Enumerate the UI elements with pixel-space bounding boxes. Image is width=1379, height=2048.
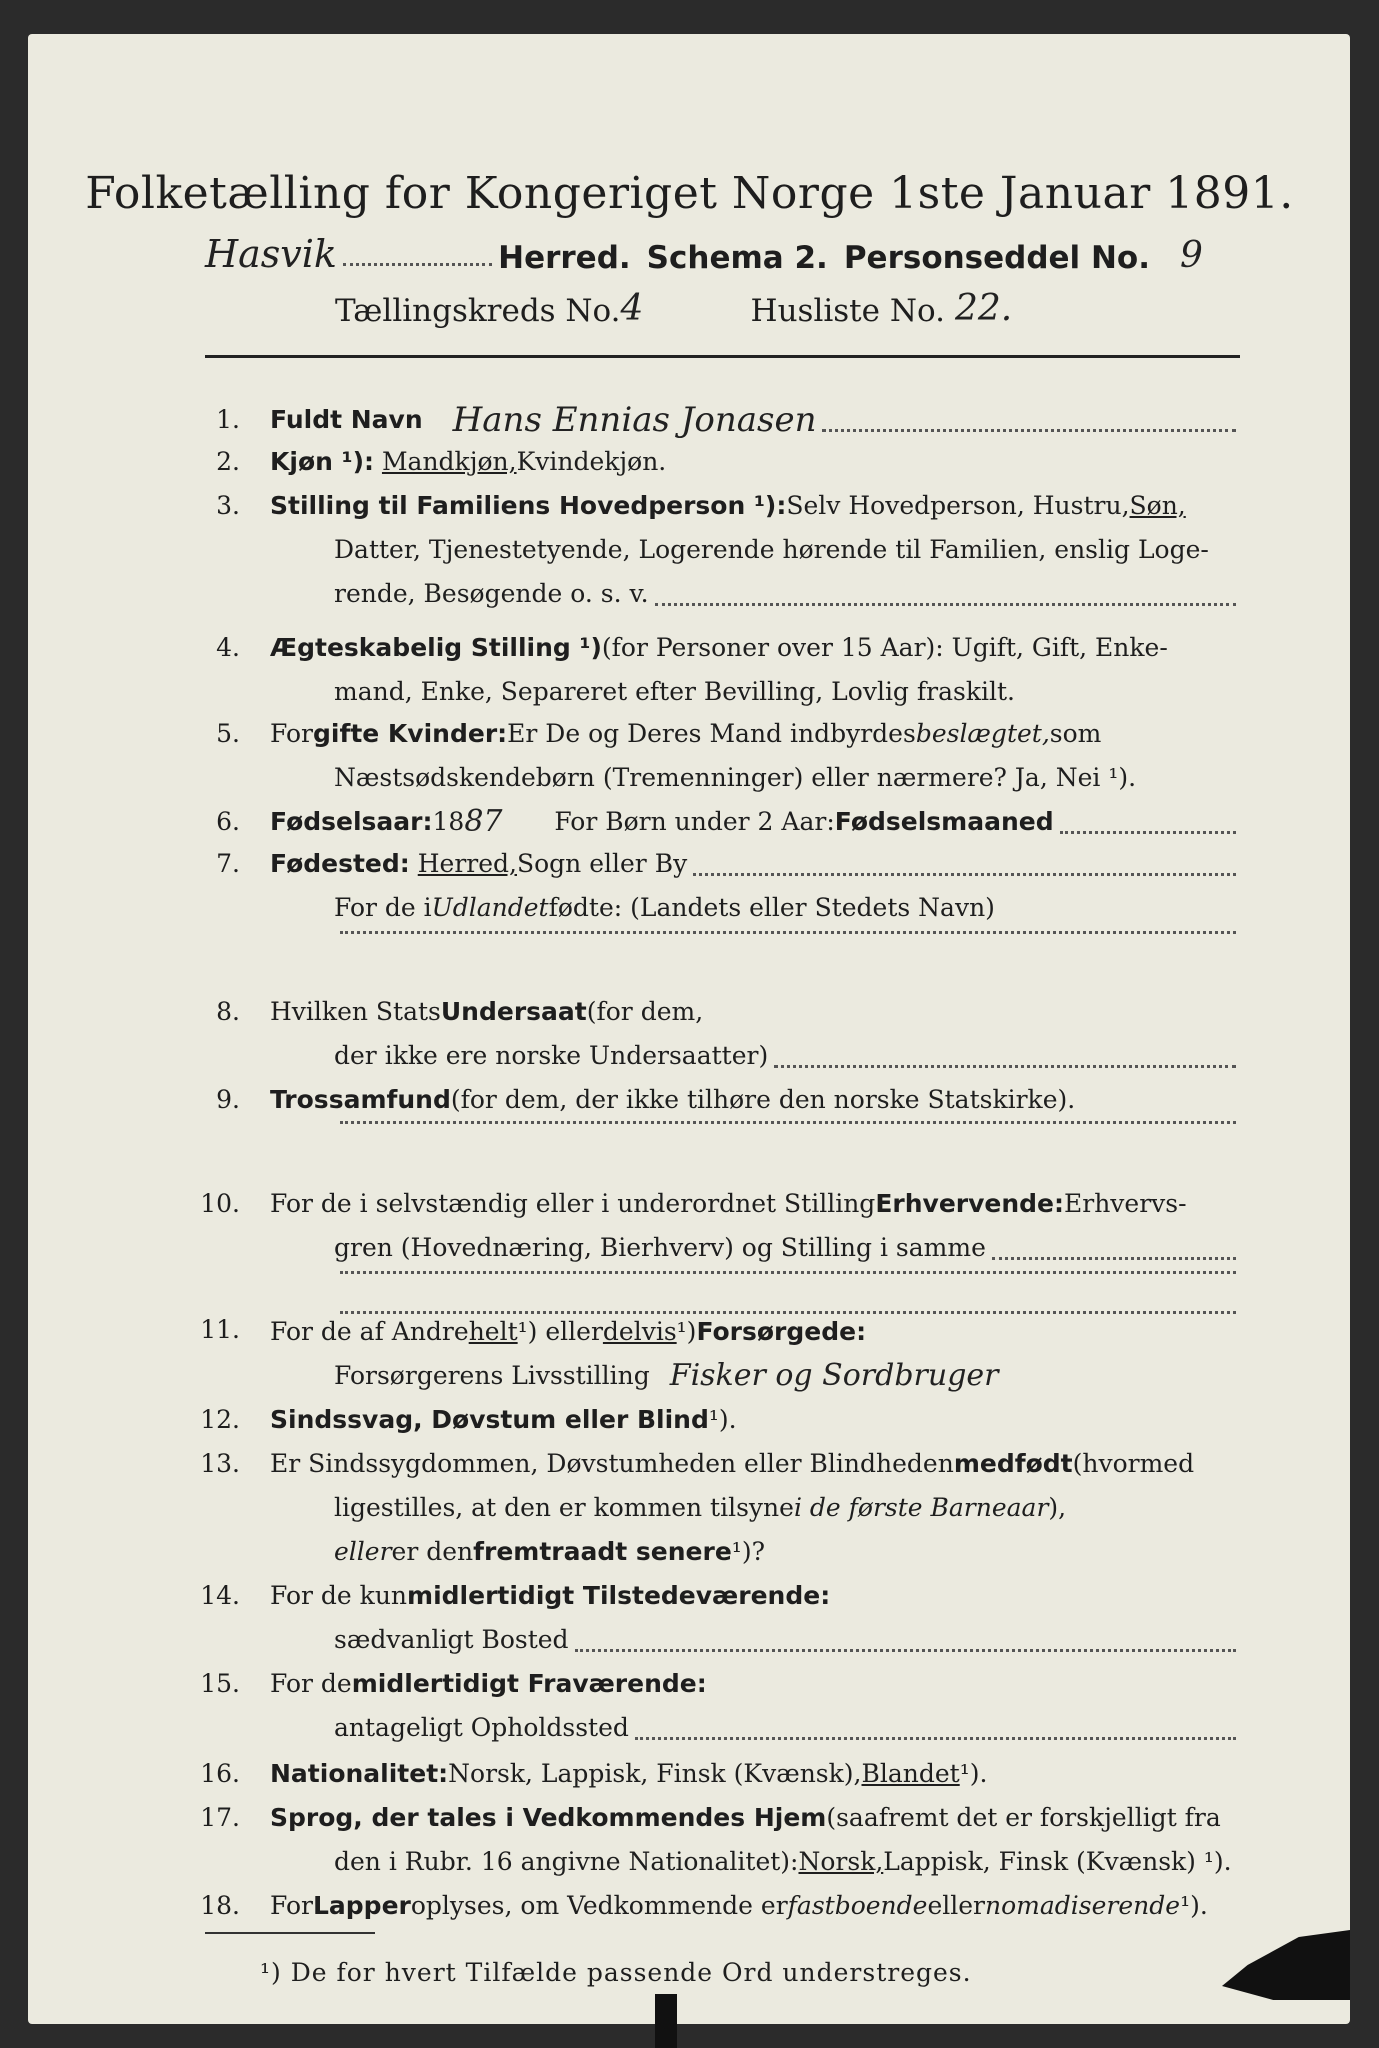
item-label: Fødselsaar: [270, 807, 433, 836]
item-number: 18. [200, 1891, 240, 1920]
item-number: 15. [200, 1669, 240, 1698]
underlined-choice: Søn, [1129, 491, 1186, 520]
header-line-1 [205, 232, 1240, 276]
handwritten-occupation: Fisker og Sordbruger [669, 1358, 999, 1393]
item-text: For [270, 1891, 313, 1920]
item-number: 11. [200, 1315, 240, 1344]
item-number: 12. [200, 1405, 240, 1434]
item-text: (for dem, der ikke tilhøre den norske Statskirke). [450, 1085, 1076, 1114]
dotted-fill [655, 602, 1236, 606]
item-text: mand, Enke, Separeret efter Bevilling, Lovlig fraskilt. [334, 677, 1015, 706]
item-label: fremtraadt senere [473, 1537, 732, 1566]
item-text: 18 [432, 807, 465, 836]
item-text: (for dem, [586, 997, 704, 1026]
item-text: ¹). [708, 1405, 737, 1434]
item-label: Ægteskabelig Stilling ¹) [270, 633, 602, 662]
item-text: eller [927, 1891, 986, 1920]
item-label: Trossamfund [270, 1085, 451, 1114]
item-label: Fuldt Navn [270, 405, 423, 434]
item-text: sædvanligt Bosted [334, 1625, 569, 1654]
dotted-fill [343, 262, 492, 266]
item-text: fødte: (Landets eller Stedets Navn) [548, 893, 995, 922]
item-text: Hvilken Stats [270, 997, 441, 1026]
personseddel-label: Personseddel No. [843, 240, 1150, 276]
item-text: For [270, 719, 313, 748]
item-number: 9. [216, 1085, 240, 1114]
dotted-fill [822, 428, 1236, 432]
item-label: Undersaat [440, 997, 587, 1026]
item-text: For de af Andre [270, 1317, 469, 1346]
header-rule [205, 355, 1240, 358]
item-text: ), [1048, 1493, 1067, 1522]
item-label: Stilling til Familiens Hovedperson ¹): [270, 491, 787, 520]
item-text: Norsk, Lappisk, Finsk (Kvænsk), [448, 1759, 862, 1788]
item-number: 8. [216, 997, 240, 1026]
item-text: Sogn eller By [516, 849, 688, 878]
item-number: 2. [216, 447, 240, 476]
item-label: Lapper [312, 1891, 411, 1920]
ink-mark [655, 1994, 677, 2048]
item-text: der ikke ere norske Undersaatter) [334, 1041, 769, 1070]
item-text: gren (Hovednæring, Bierhverv) og Stilling i samme [334, 1233, 986, 1262]
herred-label: Herred. [498, 240, 631, 276]
item-text: oplyses, om Vedkommende er [410, 1891, 788, 1920]
item-number: 4. [216, 633, 240, 662]
item-text: i de første Barneaar [793, 1493, 1049, 1522]
kreds-number: 4 [620, 288, 644, 329]
item-text: (for Personer over 15 Aar): Ugift, Gift, Enke- [601, 633, 1168, 662]
item-text: Forsørgerens Livsstilling [334, 1361, 650, 1390]
schema-label: Schema 2. [646, 240, 828, 276]
item-label: Sindssvag, Døvstum eller Blind [270, 1405, 709, 1434]
footnote-rule [205, 1932, 375, 1934]
underlined-choice: delvis [602, 1317, 677, 1346]
item-number: 1. [216, 405, 240, 434]
item-number: 13. [200, 1449, 240, 1478]
item-text: den i Rubr. 16 angivne Nationalitet): [334, 1847, 799, 1876]
kreds-label: Tællingskreds No. [335, 293, 621, 329]
item-number: 16. [200, 1759, 240, 1788]
item-number: 7. [216, 849, 240, 878]
item-text: For Børn under 2 Aar: [554, 807, 835, 836]
dotted-fill [575, 1648, 1236, 1652]
dotted-fill [340, 1120, 1236, 1124]
item-text: rende, Besøgende o. s. v. [334, 579, 649, 608]
dotted-fill [693, 872, 1236, 876]
underlined-choice: Mandkjøn, [381, 447, 517, 476]
item-text: nomadiserende [985, 1891, 1181, 1920]
item-text: For de i [334, 893, 432, 922]
item-text: fastboende [787, 1891, 928, 1920]
item-label: midlertidigt Tilstedeværende: [407, 1581, 831, 1610]
item-text: ¹). [1180, 1891, 1208, 1920]
item-number: 10. [200, 1189, 240, 1218]
footnote: ¹) De for hvert Tilfælde passende Ord understreges. [260, 1958, 972, 1987]
item-text: som [1049, 719, 1102, 748]
item-text: beslægtet, [915, 719, 1050, 748]
item-text: er den [391, 1537, 474, 1566]
item-label: Sprog, der tales i Vedkommendes Hjem [270, 1803, 827, 1832]
dotted-fill [340, 1270, 1236, 1274]
item-label: medfødt [953, 1449, 1073, 1478]
item-text: For de [270, 1669, 352, 1698]
item-label: Fødselsmaaned [834, 807, 1054, 836]
form-title: Folketælling for Kongeriget Norge 1ste Januar 1891. [85, 168, 1294, 219]
item-text: Selv Hovedperson, Hustru, [786, 491, 1130, 520]
item-text: ligestilles, at den er kommen tilsyne [334, 1493, 794, 1522]
item-label: Kjøn ¹): [270, 447, 374, 476]
item-text: Datter, Tjenestetyende, Logerende hørende til Familien, enslig Loge- [334, 535, 1209, 564]
underlined-choice: helt [468, 1317, 518, 1346]
dotted-fill [340, 930, 1236, 934]
item-text: Næstsødskendebørn (Tremenninger) eller nærmere? Ja, Nei ¹). [334, 763, 1137, 792]
item-number: 14. [200, 1581, 240, 1610]
item-text: ¹) eller [517, 1317, 603, 1346]
item-text: For de i selvstændig eller i underordnet Stilling [270, 1189, 876, 1218]
personseddel-number: 9 [1180, 235, 1203, 276]
item-number: 5. [216, 719, 240, 748]
dotted-fill [635, 1736, 1236, 1740]
item-text: Erhvervs- [1064, 1189, 1187, 1218]
underlined-choice: Blandet [861, 1759, 960, 1788]
handwritten-name: Hans Ennias Jonasen [452, 400, 817, 440]
item-text: ¹)? [731, 1537, 765, 1566]
header-line-2 [335, 288, 1125, 329]
item-text: ¹). [959, 1759, 988, 1788]
herred-name: Hasvik [205, 232, 337, 276]
husliste-label: Husliste No. [750, 293, 945, 329]
underlined-choice: Norsk, [798, 1847, 884, 1876]
item-number: 17. [200, 1803, 240, 1832]
handwritten-year: 87 [464, 804, 503, 839]
item-label: midlertidigt Fraværende: [351, 1669, 707, 1698]
item-text: (hvormed [1072, 1449, 1195, 1478]
item-text: antageligt Opholdssted [334, 1713, 629, 1742]
item-text: Er De og Deres Mand indbyrdes [507, 719, 916, 748]
item-label: Nationalitet: [270, 1759, 449, 1788]
item-label: Fødested: [270, 849, 410, 878]
item-number: 3. [216, 491, 240, 520]
item-label: gifte Kvinder: [312, 719, 508, 748]
item-label: Forsørgede: [696, 1317, 867, 1346]
item-text: ¹) [676, 1317, 697, 1346]
husliste-number: 22. [954, 288, 1013, 329]
item-text: eller [334, 1537, 392, 1566]
dotted-fill [1060, 830, 1236, 834]
item-text: (saafremt det er forskjelligt fra [826, 1803, 1221, 1832]
dotted-fill [992, 1256, 1236, 1260]
item-text: Kvindekjøn. [516, 447, 667, 476]
dotted-fill [774, 1064, 1236, 1068]
item-text: For de kun [270, 1581, 408, 1610]
item-number: 6. [216, 807, 240, 836]
item-text: Er Sindssygdommen, Døvstumheden eller Blindheden [270, 1449, 954, 1478]
underlined-choice: Herred, [417, 849, 517, 878]
item-text: Udlandet [431, 893, 549, 922]
item-text: Lappisk, Finsk (Kvænsk) ¹). [883, 1847, 1232, 1876]
item-label: Erhvervende: [875, 1189, 1064, 1218]
